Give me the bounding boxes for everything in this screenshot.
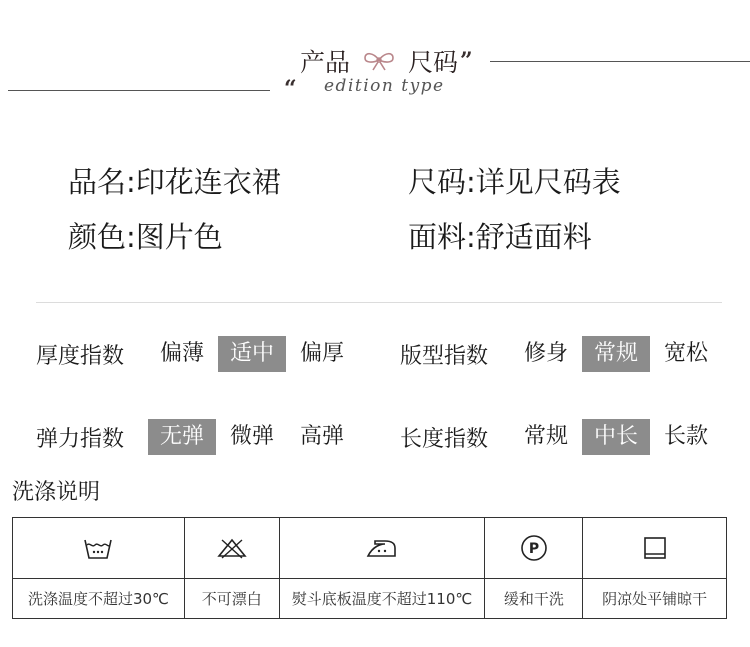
info-separator: :	[466, 220, 476, 254]
index-option-loose: 宽松	[664, 341, 709, 366]
wash-label: 洗涤温度不超过30℃	[13, 579, 185, 619]
bow-icon	[362, 50, 396, 72]
wash-30-icon	[83, 536, 113, 560]
wash-label-row	[13, 579, 727, 619]
wash-icon-cell	[485, 518, 583, 579]
index-option-thin: 偏薄	[160, 341, 205, 366]
info-size-label: 尺码	[408, 165, 467, 199]
info-color-label: 颜色	[68, 220, 127, 254]
index-label: 版型指数	[400, 343, 489, 369]
index-option-midi-selected: 中长	[582, 419, 650, 455]
index-option-long: 长款	[664, 424, 709, 449]
info-size	[408, 160, 621, 201]
index-option-high-stretch: 高弹	[300, 424, 345, 449]
header-subtitle: edition type	[324, 76, 445, 96]
index-label: 长度指数	[400, 426, 489, 452]
quote-close-mark: ”	[460, 48, 473, 74]
wash-icon-cell	[184, 518, 279, 579]
info-separator: :	[126, 165, 136, 199]
info-name-value: 印花连衣裙	[135, 165, 281, 199]
wash-label: 不可漂白	[184, 579, 279, 619]
wash-label: 熨斗底板温度不超过110℃	[279, 579, 485, 619]
index-option-regular-selected: 常规	[582, 336, 650, 372]
header-title-right: 尺码	[408, 48, 459, 77]
index-label: 弹力指数	[36, 426, 125, 452]
info-fabric-value: 舒适面料	[475, 220, 592, 254]
wash-label: 阴凉处平铺晾干	[583, 579, 727, 619]
info-color	[68, 215, 223, 256]
info-size-value: 详见尺码表	[475, 165, 621, 199]
info-fabric-label: 面料	[408, 220, 467, 254]
index-option-medium-selected: 适中	[218, 336, 286, 372]
header-line-left	[8, 90, 270, 91]
iron-medium-icon	[365, 536, 399, 560]
index-elasticity	[36, 419, 358, 455]
section-divider	[36, 302, 722, 303]
index-option-slim: 修身	[524, 341, 569, 366]
no-bleach-icon	[215, 536, 249, 560]
svg-text:P: P	[528, 541, 539, 557]
quote-open-mark: “	[284, 76, 297, 102]
wash-title: 洗涤说明	[12, 480, 101, 505]
info-color-value: 图片色	[135, 220, 223, 254]
index-fit	[400, 336, 722, 372]
wash-table	[12, 517, 727, 619]
dry-clean-p-icon	[519, 533, 549, 563]
index-option-regular: 常规	[524, 424, 569, 449]
header-title	[300, 44, 458, 78]
index-length	[400, 419, 722, 455]
index-thickness	[36, 336, 358, 372]
wash-icon-row	[13, 518, 727, 579]
header-line-right	[490, 61, 750, 62]
wash-icon-cell	[583, 518, 727, 579]
index-label: 厚度指数	[36, 343, 125, 369]
index-option-thick: 偏厚	[300, 341, 345, 366]
wash-icon-cell	[279, 518, 485, 579]
info-fabric	[408, 215, 592, 256]
dry-flat-shade-icon	[642, 535, 668, 561]
wash-icon-cell	[13, 518, 185, 579]
info-separator: :	[466, 165, 476, 199]
info-separator: :	[126, 220, 136, 254]
index-option-slight-stretch: 微弹	[230, 424, 275, 449]
header-title-left: 产品	[300, 48, 351, 77]
index-option-no-stretch-selected: 无弹	[148, 419, 216, 455]
wash-label: 缓和干洗	[485, 579, 583, 619]
info-name-label: 品名	[68, 165, 127, 199]
info-name	[68, 160, 281, 201]
